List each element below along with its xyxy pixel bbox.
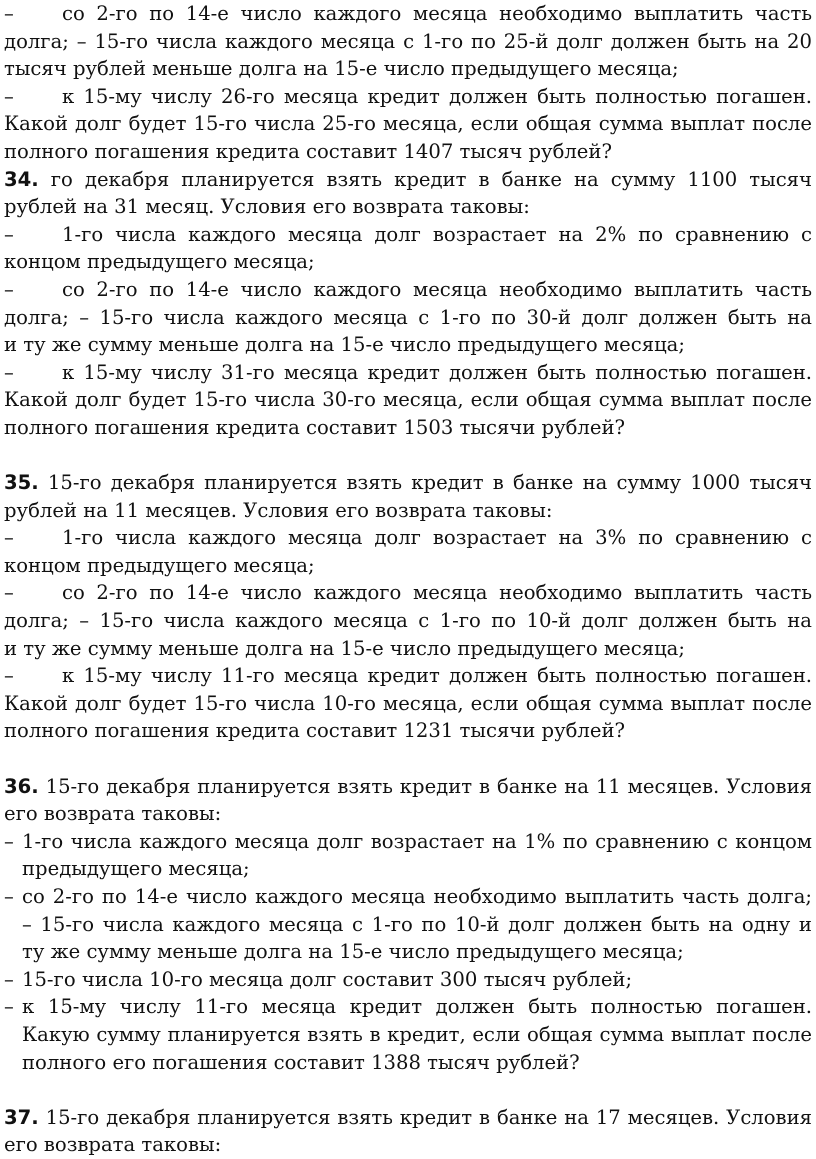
text-line: рублей на 31 месяц. Условия его возврата таковы: [4,195,530,219]
text-line: – 15-го числа 10-го месяца долг составит 300 тысяч рублей; [4,966,812,994]
list-dash: – [4,581,14,605]
text-line: долга; – 15-го числа каждого месяца с 1-го по 25-й долг должен быть на 20 [4,29,812,53]
text-line: концом предыдущего месяца; [4,250,315,274]
problem-37-first-line: 37. 15-го декабря планируется взять кредит в банке на 17 месяцев. Условия [4,1105,812,1129]
problem-35-first-line: 35. 15-го декабря планируется взять кредит в банке на сумму 1000 тысяч [4,471,812,495]
text-line: – со 2-го по 14-е число каждого месяца необходимо выплатить часть [4,276,812,304]
list-dash: – [4,967,14,991]
list-dash: – [4,526,14,550]
problem-number: 35. [4,471,39,495]
text-line: полного его погашения составит 1388 тысяч рублей? [22,1050,580,1074]
text-line: полного погашения кредита составит 1503 тысячи рублей? [4,415,626,439]
text-line: Какую сумму планируется взять в кредит, если общая сумма выплат после [22,1022,812,1046]
problem-34-first-line: 34. го декабря планируется взять кредит в банке на сумму 1100 тысяч [4,167,812,191]
list-dash: – [4,84,14,108]
text-line: – к 15-му числу 11-го месяца кредит должен быть полностью погашен. [4,993,812,1021]
text-line: – 1-го числа каждого месяца долг возрастает на 1% по сравнению с концом [4,828,812,856]
list-dash: – [4,222,14,246]
text-line: и ту же сумму меньше долга на 15-е число предыдущего месяца; [4,636,685,660]
text-line: – 15-го числа каждого месяца с 1-го по 10-й долг должен быть на одну и [22,912,812,936]
text-line: – 1-го числа каждого месяца долг возрастает на 3% по сравнению с [4,524,812,552]
text-line: ту же сумму меньше долга на 15-е число предыдущего месяца; [22,940,684,964]
text-line: рублей на 11 месяцев. Условия его возврата таковы: [4,498,553,522]
problem-36-first-line: 36. 15-го декабря планируется взять кредит в банке на 11 месяцев. Условия [4,774,812,798]
text-line: – со 2-го по 14-е число каждого месяца необходимо выплатить часть долга; [4,883,812,911]
text-line: Какой долг будет 15-го числа 30-го месяца, если общая сумма выплат после [4,388,812,412]
text-line: – к 15-му числу 31-го месяца кредит должен быть полностью погашен. [4,359,812,387]
paragraph-gap [4,442,812,470]
list-dash: – [4,2,14,25]
text-line: долга; – 15-го числа каждого месяца с 1-го по 30-й долг должен быть на [4,305,812,329]
text-line: Какой долг будет 15-го числа 25-го месяца, если общая сумма выплат после [4,112,812,136]
problem-number: 37. [4,1105,39,1129]
problem-number: 34. [4,167,39,191]
text-line: его возврата таковы: [4,802,222,826]
list-dash: – [4,829,14,853]
text-line: – 1-го числа каждого месяца долг возрастает на 2% по сравнению с [4,221,812,249]
text-line: – к 15-му числу 26-го месяца кредит должен быть полностью погашен. [4,83,812,111]
text-line: и ту же сумму меньше долга на 15-е число предыдущего месяца; [4,333,685,357]
list-dash: – [4,995,14,1019]
list-dash: – [4,360,14,384]
text-line: полного погашения кредита составит 1231 тысячи рублей? [4,719,626,743]
text-line: полного погашения кредита составит 1407 тысяч рублей? [4,139,612,163]
list-dash: – [4,664,14,688]
text-line: долга; – 15-го числа каждого месяца с 1-го по 10-й долг должен быть на [4,609,812,633]
text-line: его возврата таковы: [4,1133,222,1157]
text-line: – со 2-го по 14-е число каждого месяца необходимо выплатить часть [4,579,812,607]
text-line: – к 15-му числу 11-го месяца кредит должен быть полностью погашен. [4,662,812,690]
list-dash: – [4,885,14,908]
text-line: предыдущего месяца; [22,857,250,881]
text-line: тысяч рублей меньше долга на 15-е число предыдущего месяца; [4,57,679,81]
text-line: Какой долг будет 15-го числа 10-го месяца, если общая сумма выплат после [4,691,812,715]
text-line: – со 2-го по 14-е число каждого месяца необходимо выплатить часть [4,0,812,28]
paragraph-gap [4,1076,812,1104]
text-line: концом предыдущего месяца; [4,553,315,577]
problem-number: 36. [4,774,39,798]
document-page [4,0,812,1159]
list-dash: – [4,277,14,301]
paragraph-gap [4,745,812,773]
